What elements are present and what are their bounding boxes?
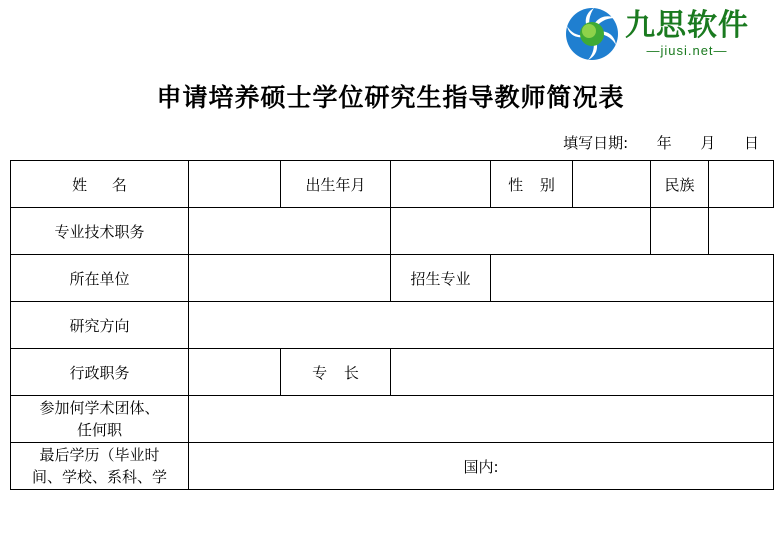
field-political[interactable] [391,208,651,255]
label-specialty: 专 长 [281,349,391,396]
table-row [11,208,774,255]
label-research: 研究方向 [11,302,189,349]
table-row [11,255,774,302]
logo-domain: —jiusi.net— [646,43,728,58]
label-tech-title: 专业技术职务 [11,208,189,255]
label-name: 姓 名 [11,161,189,208]
field-gender[interactable] [573,161,651,208]
label-gender: 性 别 [491,161,573,208]
field-name[interactable] [189,161,281,208]
logo-text-block [625,8,749,58]
fill-date-line: 填写日期: 年 月 日 [563,134,759,152]
field-tech-title[interactable] [189,208,391,255]
company-logo [565,6,749,62]
page-title: 申请培养硕士学位研究生指导教师简况表 [156,83,625,112]
label-birth: 出生年月 [281,161,391,208]
field-education-domestic[interactable]: 国内: [189,443,774,490]
field-political-extra[interactable] [651,208,709,255]
label-academic-groups-line2: 任何职 [76,421,122,439]
field-academic-groups[interactable] [189,396,774,443]
table-row [11,302,774,349]
field-admin-post[interactable] [189,349,281,396]
field-specialty[interactable] [391,349,774,396]
table-row [11,161,774,208]
swirl-logo-icon [565,7,619,61]
label-major: 招生专业 [391,255,491,302]
field-major[interactable] [491,255,774,302]
label-unit: 所在单位 [11,255,189,302]
field-birth[interactable] [391,161,491,208]
field-unit[interactable] [189,255,391,302]
label-ethnicity: 民族 [651,161,709,208]
logo-company-name: 九思软件 [625,8,749,43]
teacher-profile-form-table [10,160,774,490]
field-research[interactable] [189,302,774,349]
label-education-line1: 最后学历（毕业时 [39,445,160,464]
label-academic-groups-line1: 参加何学术团体、 [39,398,160,417]
table-row [11,443,774,490]
table-row [11,396,774,443]
label-academic-groups [11,396,189,443]
label-education-line2: 间、学校、系科、学 [31,468,167,486]
label-admin-post: 行政职务 [11,349,189,396]
table-row [11,349,774,396]
field-ethnicity[interactable] [709,161,774,208]
label-education [11,443,189,490]
